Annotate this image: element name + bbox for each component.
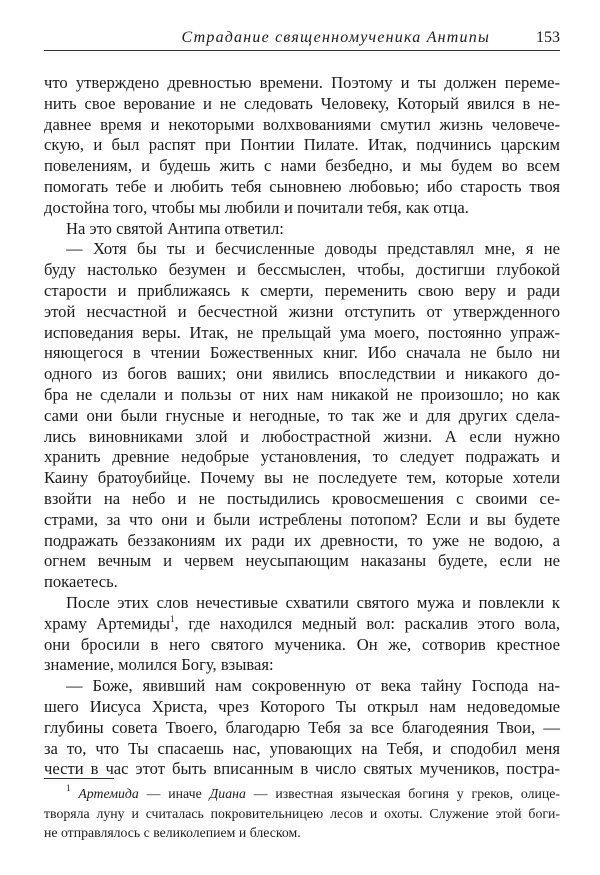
footnote (44, 784, 560, 843)
text-line: чести в час этот быть вписанным в число святых мучеников, постра- (44, 759, 560, 779)
text-line: этой несчастной и бесчестной жизни отступить от утвержденного (44, 301, 560, 321)
footnote-divider (44, 778, 114, 779)
text-line: за то, что Ты спасаешь нас, уповающих на Тебя, и сподобил меня (44, 738, 560, 758)
italic-term: Артемида (78, 786, 139, 801)
text-segment: — известная языческая богиня у греков, олице- (245, 786, 561, 801)
text-segment: — иначе (138, 786, 210, 801)
text-line: подражать беззакониям их ради их древности, то уже не водою, а (44, 530, 560, 550)
text-line: творяла луну и считалась покровительницею лесов и охоты. Служение этой боги- (44, 805, 560, 821)
text-line: няющегося в чтении Божественных книг. Ибо сначала не было ни (44, 343, 560, 363)
text-line: старости и приближаясь к смерти, переменить свою веру и ради (44, 280, 560, 300)
page-number: 153 (536, 29, 560, 46)
body-text (44, 73, 560, 780)
text-line: Каину братоубийце. Почему вы не последуете тем, которые хотели (44, 468, 560, 488)
text-line: что утверждено древностью времени. Поэтому и ты должен переме- (44, 73, 560, 92)
text-line: глубины совета Твоего, благодарю Тебя за все благодеяния Твои, — (44, 717, 560, 737)
running-header (44, 28, 560, 51)
text-line (44, 614, 560, 635)
text-line: сами они были гнусные и негодные, то так же и для других сдела- (44, 405, 560, 425)
text-line: нить свое верование и не следовать Человеку, Который явился в не- (44, 93, 560, 113)
text-line (44, 784, 560, 804)
text-line: достойна того, чтобы мы любили и почитали тебя, как отца. (44, 197, 469, 217)
text-line: они бросили в него святого мученика. Он же, сотворив крестное (44, 634, 560, 654)
text-line: давнее время и некоторыми волхвованиями смутил жизнь человече- (44, 114, 560, 134)
text-line: На это святой Антипа ответил: (66, 218, 284, 238)
text-line: повелениям, и будешь жить с нами безбедно, и мы будем во всем (44, 156, 560, 176)
text-line: хранить древние недобрые установления, то следует подражать и (44, 447, 560, 467)
running-title: Страдание священномученика Антипы (181, 29, 490, 46)
text-line: одного из богов ваших; они явились впоследствии и никакого до- (44, 364, 560, 384)
text-line: — Боже, явивший нам сокровенную от века тайну Господа на- (66, 676, 560, 696)
text-segment: храму Артемиды (44, 613, 171, 633)
text-line: знамение, молился Богу, взывая: (44, 655, 274, 675)
text-line: буду настолько безумен и бессмыслен, чтобы, достигши глубокой (44, 260, 560, 280)
text-line: шего Иисуса Христа, чрез Которого Ты открыл нам недоведомые (44, 696, 560, 716)
text-line: взойти на небо и не постыдились кровосмешения с своими се- (44, 488, 560, 508)
text-line: покаетесь. (44, 572, 118, 592)
text-line: огнем вечным и червем неусыпающим наказаны будете, если не (44, 551, 560, 571)
text-line: исповедания веры. Итак, не прельщай ума моего, постоянно упраж- (44, 322, 560, 342)
italic-term: Диана (209, 786, 246, 801)
text-line: помогать тебе и любить тебя сыновнею любовью; ибо старость твоя (44, 176, 560, 196)
footnote-marker: 1 (66, 783, 71, 793)
text-line: бра не сделали и пользы от них нам никакой не произошло; но как (44, 384, 560, 404)
text-line: страми, за что они и были истреблены потопом? Если и вы будете (44, 509, 560, 529)
text-line: лись виновниками злой и любострастной жизни. А если нужно (44, 426, 560, 446)
text-line: скую, и был распят при Понтии Пилате. Итак, подчинись царским (44, 135, 560, 155)
text-line: — Хотя бы ты и бесчисленные доводы представлял мне, я не (66, 239, 560, 259)
footnote-marker: 1 (170, 613, 175, 624)
text-segment: , где находился медный вол: раскалив этого вола, (174, 613, 560, 633)
text-line: не отправлялось с великолепием и блеском. (44, 825, 301, 840)
text-line: После этих слов нечестивые схватили святого мужа и повлекли к (66, 592, 560, 612)
